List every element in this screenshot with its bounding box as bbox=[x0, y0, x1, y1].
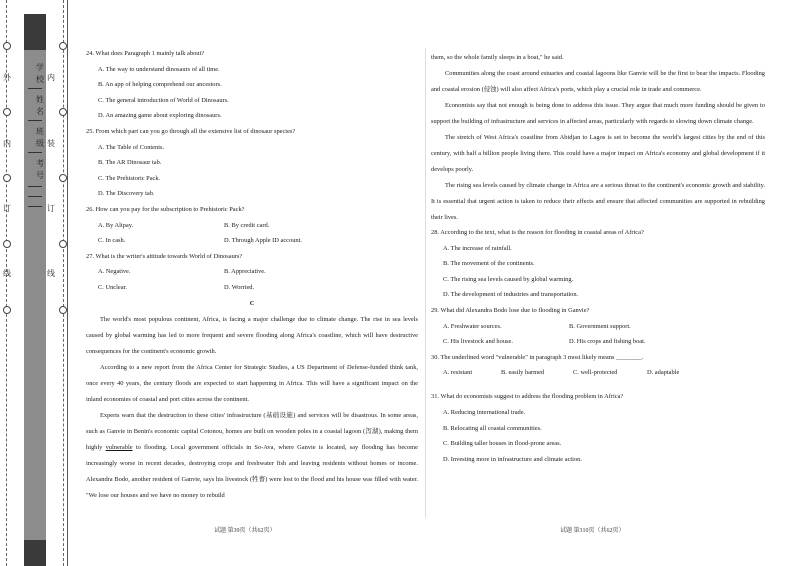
question-31-option: C. Building taller houses in flood-prone areas. bbox=[443, 440, 562, 448]
dashed-cut-line-inner bbox=[63, 0, 64, 566]
binding-hole bbox=[3, 42, 11, 50]
question-31-option: D. Investing more in infrastructure and climate action. bbox=[443, 455, 582, 463]
field-label-class: 级 bbox=[36, 139, 44, 148]
question-30-option-d: D. adaptable bbox=[647, 369, 680, 377]
field-line bbox=[28, 196, 42, 197]
question-27-option-c: C. Unclear. bbox=[98, 283, 127, 291]
question-30-option-b: B. easily harmed bbox=[501, 369, 545, 377]
column-divider bbox=[425, 48, 426, 518]
question-31-option: A. Reducing international trade. bbox=[443, 408, 526, 416]
field-line bbox=[28, 152, 42, 153]
question-24-option: D. An amazing game about exploring dinosaurs. bbox=[98, 112, 222, 120]
binding-dark-segment-bottom bbox=[24, 540, 46, 566]
field-label-school: 学 bbox=[36, 63, 44, 72]
edge-char: 内 bbox=[3, 139, 11, 148]
binding-hole bbox=[3, 174, 11, 182]
question-31-option: B. Relocating all coastal communities. bbox=[443, 424, 542, 432]
question-27-stem: 27. What is the writer's attitude towards World of Dinosaurs? bbox=[86, 252, 243, 260]
question-29-options-row bbox=[443, 338, 765, 346]
question-29-option-d: D. His crops and fishing boat. bbox=[569, 338, 646, 346]
underlined-word: vulnerable bbox=[105, 443, 133, 451]
binding-border-line bbox=[67, 0, 68, 566]
binding-hole bbox=[59, 306, 67, 314]
binding-hole bbox=[3, 108, 11, 116]
binding-strip bbox=[0, 0, 68, 566]
binding-dark-segment-top bbox=[24, 14, 46, 50]
question-27-option-d: D. Worried. bbox=[224, 283, 255, 291]
section-title: C bbox=[249, 299, 255, 307]
question-25-option: C. The Prehistoric Pack. bbox=[98, 174, 161, 182]
passage-text: Experts warn that the destruction to these cities' infrastructure (基础设施) and services will be disastrous. In some areas, such as Ganvie in Benin's economic capital Cotonou, homes are built on wooden poles in a coastal lagoon (泻湖), making them highly bbox=[86, 411, 418, 451]
question-28-stem: 28. According to the text, what is the reason for flooding in coastal areas of Africa? bbox=[431, 229, 644, 236]
passage-paragraph-7: The rising sea levels caused by climate change in Africa are a serious threat to the continent's economic growth and stability. It is essential that urgent action is taken to reduce their effects and ensure that affected communities are supported in rebuilding their lives. bbox=[431, 182, 765, 221]
page-footer-left: 试题 第39页（共62页） bbox=[214, 528, 276, 534]
passage-paragraph-3 bbox=[86, 408, 418, 504]
edge-char: 外 bbox=[3, 73, 11, 82]
question-30-option-a: A. resistant bbox=[443, 369, 473, 377]
question-30-options-row bbox=[443, 369, 765, 377]
question-24-stem: 24. What does Paragraph 1 mainly talk about? bbox=[86, 50, 205, 57]
passage-paragraph-4: Communities along the coast around estuaries and coastal lagoons like Ganvie will be the first to bear the impacts. Flooding and coastal erosion (侵蚀) will also affect Africa's ports, which play a crucial role in trade and commerce. bbox=[431, 70, 765, 93]
field-line bbox=[28, 206, 42, 207]
left-column bbox=[86, 50, 418, 504]
question-28-option: D. The development of industries and transportation. bbox=[443, 291, 579, 299]
question-26-option-d: D. Through Apple ID account. bbox=[224, 237, 302, 245]
passage-continuation: them, so the whole family sleeps in a boat," he said. bbox=[431, 54, 564, 61]
edge-char-right: 订 bbox=[47, 204, 55, 213]
field-label-name: 名 bbox=[36, 107, 44, 116]
question-24-option: C. The general introduction of World of Dinosaurs. bbox=[98, 96, 229, 104]
question-25-stem: 25. From which part can you go through all the extensive list of dinosaur species? bbox=[86, 127, 296, 135]
edge-char: 订 bbox=[3, 204, 11, 213]
question-27-option-b: B. Appreciative. bbox=[224, 268, 266, 276]
binding-hole bbox=[59, 42, 67, 50]
question-29-option-c: C. His livestock and house. bbox=[443, 338, 513, 346]
question-28-option: A. The increase of rainfall. bbox=[443, 244, 512, 252]
question-30-stem: 30. The underlined word "vulnerable" in paragraph 3 most likely means ________. bbox=[431, 353, 644, 361]
question-25-option: A. The Table of Contents. bbox=[98, 143, 165, 151]
passage-paragraph-2: According to a new report from the Africa Center for Strategic Studies, a US Department of Defense-funded think tank, once every 40 years, the century floods are expected to start happening in Africa. This will have a significant impact on the inland economies of coastal and port cities across the continent. bbox=[86, 363, 418, 403]
right-column bbox=[431, 50, 765, 471]
question-26-option-c: C. In cash. bbox=[98, 237, 126, 245]
question-29-options-row bbox=[443, 323, 765, 331]
question-26-options-row bbox=[98, 237, 418, 245]
field-label-name: 姓 bbox=[36, 95, 44, 104]
edge-char-right: 装 bbox=[47, 139, 55, 148]
field-label-exam-number: 考 bbox=[36, 159, 44, 168]
passage-paragraph-1: The world's most populous continent, Africa, is facing a major challenge due to climate change. The rise in sea levels caused by global warming has led to more frequent and severe flooding along Africa's coastline, which will have destructive consequences for the continent's economic growth. bbox=[86, 315, 418, 355]
question-24-option: B. An app of helping comprehend our ancestors. bbox=[98, 81, 222, 89]
question-29-option-b: B. Government support. bbox=[569, 322, 631, 330]
question-25-option: B. The AR Dinosaur tab. bbox=[98, 159, 162, 167]
edge-char-right: 内 bbox=[47, 73, 55, 82]
question-26-option-a: A. By Alipay. bbox=[98, 221, 134, 229]
binding-hole bbox=[3, 306, 11, 314]
page-footer-right: 试题 第310页（共62页） bbox=[560, 528, 625, 534]
field-line bbox=[28, 88, 42, 89]
passage-text: to flooding. Local government officials in So-Ava, where Ganvie is located, say flooding has become increasingly worse in recent decades, destroying crops and freshwater fish and leaving residents without homes or income. Alexandra Bodo, another resident of Ganvie, says his livestock (牲畜) were lost to the flood and his house was filled with water. "We lose our houses and we have no money to rebuild bbox=[86, 443, 418, 499]
passage-paragraph-6: The stretch of West Africa's coastline from Abidjan to Lagos is set to become the world's largest cities by the end of this century, with half a billion people living there. This could have a major impact on Africa's economy and global development if it develops poorly. bbox=[431, 134, 765, 173]
binding-hole bbox=[3, 240, 11, 248]
binding-hole bbox=[59, 174, 67, 182]
edge-char-right: 线 bbox=[47, 269, 55, 278]
question-24-option: A. The way to understand dinosaurs of all time. bbox=[98, 65, 220, 73]
question-27-option-a: A. Negative. bbox=[98, 268, 131, 276]
binding-hole bbox=[59, 240, 67, 248]
field-label-school: 校 bbox=[36, 75, 44, 84]
dashed-cut-line-outer bbox=[6, 0, 7, 566]
field-label-exam-number: 号 bbox=[36, 171, 44, 180]
edge-char: 线 bbox=[3, 269, 11, 278]
question-30-option-c: C. well-protected bbox=[573, 369, 618, 377]
binding-hole bbox=[59, 108, 67, 116]
question-26-stem: 26. How can you pay for the subscription to Prehistoric Pack? bbox=[86, 205, 245, 213]
question-31-stem: 31. What do economists suggest to address the flooding problem in Africa? bbox=[431, 393, 624, 401]
question-26-options-row bbox=[98, 222, 418, 230]
question-28-option: C. The rising sea levels caused by global warming. bbox=[443, 275, 574, 283]
question-27-options-row bbox=[98, 284, 418, 292]
field-label-class: 班 bbox=[36, 127, 44, 136]
question-27-options-row bbox=[98, 268, 418, 276]
passage-paragraph-5: Economists say that not enough is being done to address this issue. They argue that much more funding should be given to support the building of infrastructure and services in affected areas, particularly with regards to slowing down climate change. bbox=[431, 102, 765, 125]
field-line bbox=[28, 186, 42, 187]
question-28-option: B. The movement of the continents. bbox=[443, 260, 535, 268]
field-line bbox=[28, 120, 42, 121]
question-29-stem: 29. What did Alexandra Bodo lose due to flooding in Ganvie? bbox=[431, 306, 590, 314]
question-29-option-a: A. Freshwater sources. bbox=[443, 322, 502, 330]
question-25-option: D. The Discovery tab. bbox=[98, 190, 155, 198]
question-26-option-b: B. By credit card. bbox=[224, 221, 270, 229]
